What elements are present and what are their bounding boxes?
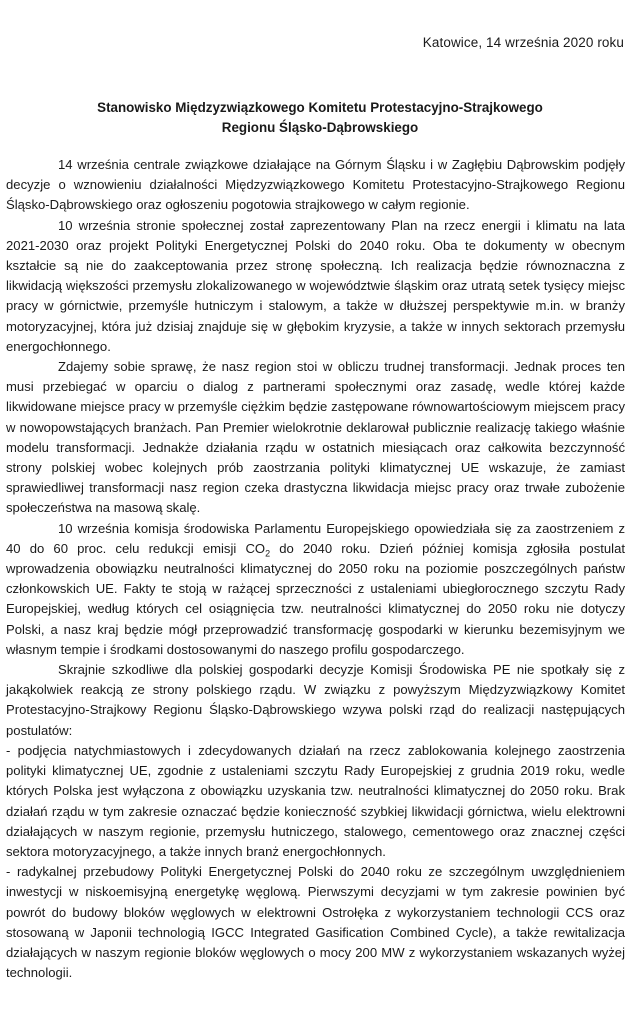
paragraph-5: Skrajnie szkodliwe dla polskiej gospodarki decyzje Komisji Środowiska PE nie spotkały się z jakąkolwiek reakcją ze strony polskiego rządu. W związku z powyższym Międzyzwiązkowy Komitet Protestacyjno-Strajkowy Regionu Śląsko-Dąbrowskiego wzywa polski rząd do realizacji następujących postulatów: xyxy=(6,662,625,738)
document-body xyxy=(6,155,625,983)
date-line: Katowice, 14 września 2020 roku xyxy=(422,35,624,50)
paragraph-4 xyxy=(6,519,625,660)
heading-line-1: Stanowisko Międzyzwiązkowego Komitetu Protestacyjno-Strajkowego xyxy=(97,100,543,115)
postulate-item-1: - podjęcia natychmiastowych i zdecydowanych działań na rzecz zablokowania kolejnego zaostrzenia polityki klimatycznej UE, zgodnie z ustaleniami szczytu Rady Europejskiej z grudnia 2019 roku, wedle których Polska jest wyłączona z obowiązku uzyskania tzw. neutralności klimatycznej do 2050 roku. Brak działań rządu w tym zakresie oznaczać będzie konieczność szybkiej likwidacji górnictwa, wielu elektrowni działających w naszym regionie, przemysłu hutniczego, stalowego, cementowego oraz znacznej części sektora motoryzacyjnego, a także innych branż energochłonnych. xyxy=(6,742,625,859)
heading-line-2: Regionu Śląsko-Dąbrowskiego xyxy=(221,120,419,135)
document-heading xyxy=(40,98,600,138)
paragraph-1: 14 września centrale związkowe działające na Górnym Śląsku i w Zagłębiu Dąbrowskim podjęły decyzje o wznowieniu działalności Międzyzwiązkowego Komitetu Protestacyjno-Strajkowego Regionu Śląsko-Dąbrowskiego oraz ogłoszeniu pogotowia strajkowego w całym regionie. xyxy=(6,157,625,213)
paragraph-4-part-1: 10 września komisja środowiska Parlamentu Europejskiego opowiedziała się za zaostrzeniem z 40 do 60 proc. celu redukcji emisji CO xyxy=(6,520,625,556)
postulate-item-2: - radykalnej przebudowy Polityki Energetycznej Polski do 2040 roku ze szczególnym uwzględnieniem inwestycji w niskoemisyjną energetykę węglową. Pierwszymi decyzjami w tym zakresie powinien być powrót do budowy bloków węglowych w elektrowni Ostrołęka z wykorzystaniem technologii CCS oraz stosowaną w Japonii technologią IGCC Integrated Gasification Combined Cycle), a także rewitalizacja działających w naszym regionie bloków węglowych o mocy 200 MW z wykorzystaniem wskazanych wyżej technologii. xyxy=(6,864,625,981)
paragraph-3: Zdajemy sobie sprawę, że nasz region stoi w obliczu trudnej transformacji. Jednak proces ten musi przebiegać w oparciu o dialog z partnerami społecznymi oraz zasadę, wedle której każde likwidowane miejsce pracy w przemyśle ciężkim będzie zastępowane równowartościowym miejscem pracy w nowopowstających branżach. Pan Premier wielokrotnie deklarował publicznie realizację takiego właśnie modelu transformacji. Jednakże działania rządu w ostatnich miesiącach oraz całkowita bezczynność strony polskiej wobec kolejnych prób zaostrzania polityki klimatycznej UE wskazuje, że zamiast sprawiedliwej transformacji nasz region czeka drastyczna likwidacja miejsc pracy oraz trwałe zubożenie społeczeństwa na masową skalę. xyxy=(6,359,625,516)
paragraph-4-part-2: do 2040 roku. Dzień później komisja zgłosiła postulat wprowadzenia obowiązku neutralności klimatycznej do 2050 roku na poziomie poszczególnych państw członkowskich UE. Fakty te stoją w rażącej sprzeczności z ustaleniami ubiegłorocznego szczytu Rady Europejskiej, według których cel osiągnięcia tzw. neutralności klimatycznej do 2050 roku nie dotyczy Polski, a nasz kraj będzie mógł przeprowadzić transformację gospodarki w kierunku bezemisyjnym we własnym tempie i środkami dostosowanymi do naszego profilu gospodarczego. xyxy=(6,540,625,657)
paragraph-2: 10 września stronie społecznej został zaprezentowany Plan na rzecz energii i klimatu na lata 2021-2030 oraz projekt Polityki Energetycznej Polski do 2040 roku. Oba te dokumenty w obecnym kształcie są nie do zaakceptowania przez stronę społeczną. Ich realizacja będzie równoznaczna z likwidacją większości przemysłu zlokalizowanego w województwie śląskim oraz utratą setek tysięcy miejsc pracy w górnictwie, przemyśle hutniczym i stalowym, a także w dłuższej perspektywie m.in. w branży motoryzacyjnej, która już dzisiaj znajduje się w głębokim kryzysie, a także w innych sektorach przemysłu energochłonnego. xyxy=(6,217,625,354)
co2-subscript: 2 xyxy=(265,548,271,559)
